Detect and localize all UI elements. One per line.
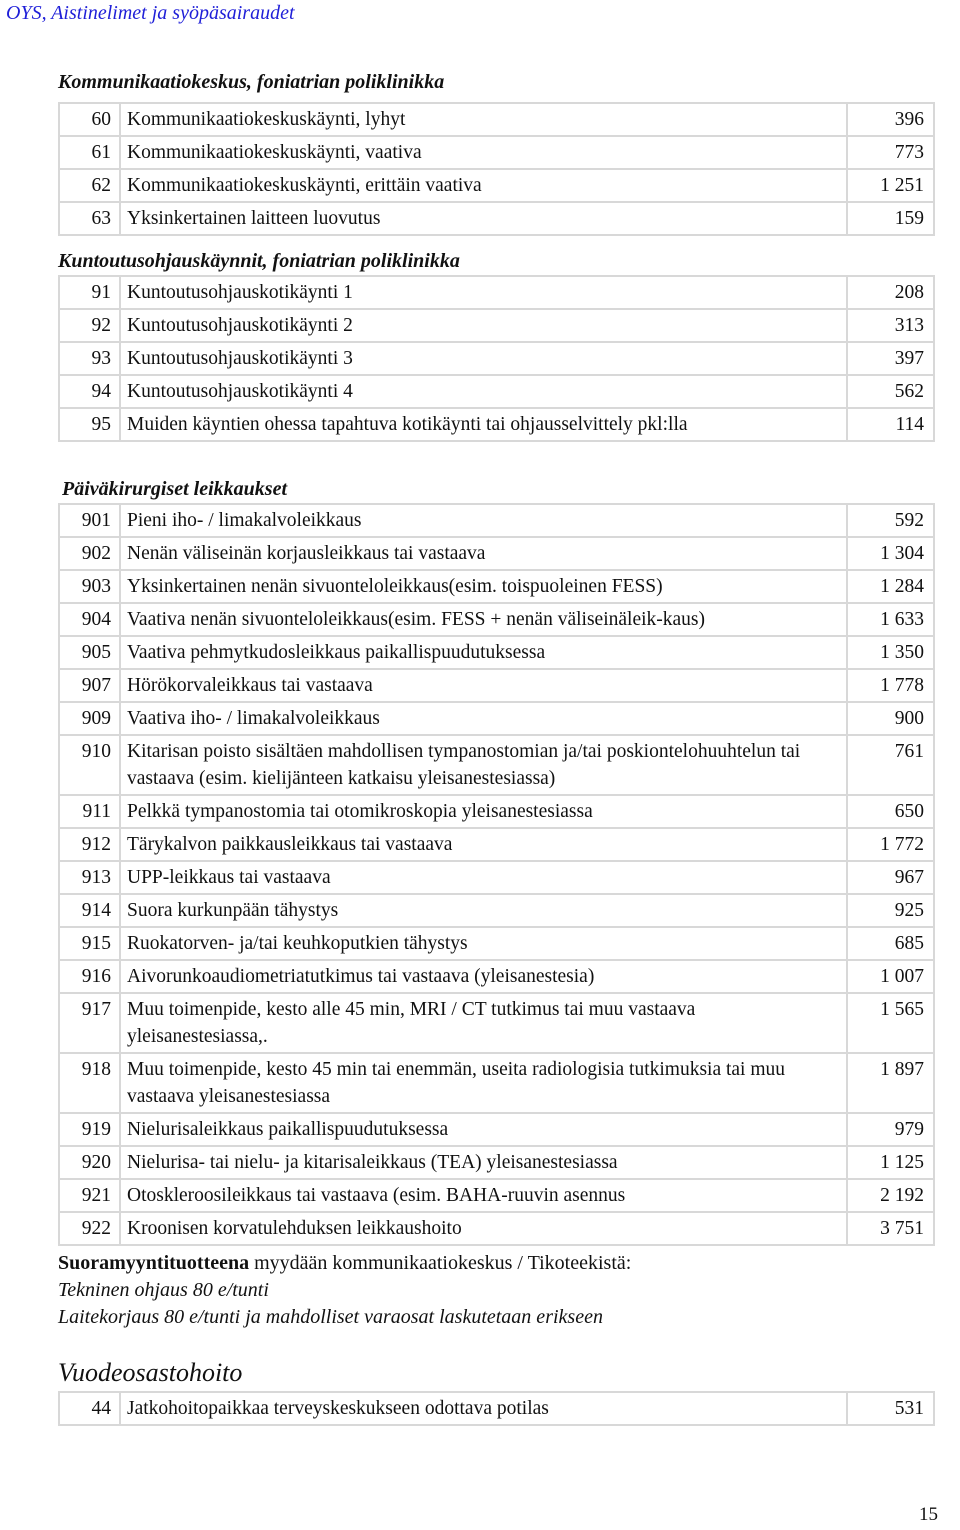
price-cell: 396 [847,103,934,136]
description-cell: Kitarisan poisto sisältäen mahdollisen tympanostomian ja/tai poskiontelohuuhtelun tai vastaava (esim. kielijänteen katkaisu yleisanestesiassa) [120,735,847,795]
price-cell: 1 778 [847,669,934,702]
description-cell: Suora kurkunpään tähystys [120,894,847,927]
price-cell: 1 304 [847,537,934,570]
description-cell: Aivorunkoaudiometriatutkimus tai vastaava (yleisanestesia) [120,960,847,993]
code-cell: 911 [59,795,120,828]
table-row [59,861,934,894]
description-cell: Kommunikaatiokeskuskäynti, erittäin vaativa [120,169,847,202]
price-cell: 1 633 [847,603,934,636]
price-cell: 773 [847,136,934,169]
table-row [59,927,934,960]
code-cell: 93 [59,342,120,375]
description-cell: Kuntoutusohjauskotikäynti 4 [120,375,847,408]
code-cell: 94 [59,375,120,408]
section-heading-communication-center: Kommunikaatiokeskus, foniatrian poliklinikka [58,71,445,93]
price-cell: 685 [847,927,934,960]
code-cell: 913 [59,861,120,894]
description-cell: Muu toimenpide, kesto 45 min tai enemmän, useita radiologisia tutkimuksia tai muu vastaava yleisanestesiassa [120,1053,847,1113]
direct-sales-bold-label: Suoramyyntituotteena [58,1252,250,1274]
price-cell: 562 [847,375,934,408]
description-cell: Pelkkä tympanostomia tai otomikroskopia yleisanestesiassa [120,795,847,828]
table-row [59,375,934,408]
description-cell: Yksinkertainen laitteen luovutus [120,202,847,235]
table-row [59,309,934,342]
code-cell: 914 [59,894,120,927]
section-heading-day-surgery: Päiväkirurgiset leikkaukset [62,478,287,500]
table-row [59,960,934,993]
code-cell: 919 [59,1113,120,1146]
table-row [59,136,934,169]
price-cell: 650 [847,795,934,828]
table-row [59,169,934,202]
table-row [59,702,934,735]
price-cell: 1 565 [847,993,934,1053]
price-cell: 967 [847,861,934,894]
table-row [59,1146,934,1179]
section-heading-rehabilitation: Kuntoutusohjauskäynnit, foniatrian poliklinikka [58,250,460,272]
table-row [59,1212,934,1245]
description-cell: Vaativa pehmytkudosleikkaus paikallispuudutuksessa [120,636,847,669]
description-cell: Nenän väliseinän korjausleikkaus tai vastaava [120,537,847,570]
table-row [59,1053,934,1113]
price-cell: 313 [847,309,934,342]
description-cell: Nielurisaleikkaus paikallispuudutuksessa [120,1113,847,1146]
code-cell: 922 [59,1212,120,1245]
description-cell: Kuntoutusohjauskotikäynti 1 [120,276,847,309]
description-cell: Ruokatorven- ja/tai keuhkoputkien tähystys [120,927,847,960]
description-cell: Muu toimenpide, kesto alle 45 min, MRI / CT tutkimus tai muu vastaava yleisanestesiassa,. [120,993,847,1053]
section-heading-ward: Vuodeosastohoito [58,1358,243,1387]
code-cell: 917 [59,993,120,1053]
table-row [59,342,934,375]
price-cell: 979 [847,1113,934,1146]
direct-sales-text: myydään kommunikaatiokeskus / Tikoteekistä: [249,1252,632,1274]
description-cell: Hörökorvaleikkaus tai vastaava [120,669,847,702]
code-cell: 902 [59,537,120,570]
description-cell: Jatkohoitopaikkaa terveyskeskukseen odottava potilas [120,1392,847,1425]
code-cell: 912 [59,828,120,861]
description-cell: Nielurisa- tai nielu- ja kitarisaleikkaus (TEA) yleisanestesiassa [120,1146,847,1179]
table-row [59,537,934,570]
price-cell: 159 [847,202,934,235]
page-number: 15 [919,1504,938,1525]
table-row [59,570,934,603]
price-cell: 1 251 [847,169,934,202]
code-cell: 44 [59,1392,120,1425]
price-cell: 592 [847,504,934,537]
table-row [59,636,934,669]
code-cell: 904 [59,603,120,636]
code-cell: 907 [59,669,120,702]
price-cell: 114 [847,408,934,441]
price-cell: 208 [847,276,934,309]
table-row [59,795,934,828]
price-cell: 397 [847,342,934,375]
description-cell: Muiden käyntien ohessa tapahtuva kotikäynti tai ohjausselvittely pkl:lla [120,408,847,441]
description-cell: Kommunikaatiokeskuskäynti, lyhyt [120,103,847,136]
price-cell: 1 897 [847,1053,934,1113]
code-cell: 901 [59,504,120,537]
table-row [59,408,934,441]
code-cell: 910 [59,735,120,795]
description-cell: Vaativa iho- / limakalvoleikkaus [120,702,847,735]
table-row [59,103,934,136]
price-cell: 531 [847,1392,934,1425]
code-cell: 916 [59,960,120,993]
code-cell: 62 [59,169,120,202]
price-cell: 925 [847,894,934,927]
code-cell: 920 [59,1146,120,1179]
price-cell: 2 192 [847,1179,934,1212]
price-cell: 3 751 [847,1212,934,1245]
price-cell: 1 772 [847,828,934,861]
table-row [59,276,934,309]
table-row [59,1179,934,1212]
code-cell: 915 [59,927,120,960]
description-cell: Vaativa nenän sivuonteloleikkaus(esim. FESS + nenän väliseinäleik-kaus) [120,603,847,636]
table-row [59,669,934,702]
code-cell: 60 [59,103,120,136]
price-cell: 1 284 [847,570,934,603]
code-cell: 905 [59,636,120,669]
price-cell: 1 350 [847,636,934,669]
code-cell: 921 [59,1179,120,1212]
code-cell: 61 [59,136,120,169]
table-row [59,894,934,927]
description-cell: Tärykalvon paikkausleikkaus tai vastaava [120,828,847,861]
direct-sales-line-device-repair: Laitekorjaus 80 e/tunti ja mahdolliset varaosat laskutetaan erikseen [58,1306,603,1328]
code-cell: 95 [59,408,120,441]
price-cell: 761 [847,735,934,795]
table-row [59,735,934,795]
table-row [59,603,934,636]
description-cell: Kommunikaatiokeskuskäynti, vaativa [120,136,847,169]
description-cell: Pieni iho- / limakalvoleikkaus [120,504,847,537]
price-table-communication-center [58,102,935,236]
price-cell: 1 007 [847,960,934,993]
code-cell: 918 [59,1053,120,1113]
description-cell: UPP-leikkaus tai vastaava [120,861,847,894]
price-table-rehabilitation [58,275,935,442]
page-header-title: OYS, Aistinelimet ja syöpäsairaudet [6,2,295,24]
price-cell: 1 125 [847,1146,934,1179]
description-cell: Kuntoutusohjauskotikäynti 2 [120,309,847,342]
price-table-day-surgery [58,503,935,1246]
price-table-ward [58,1391,935,1426]
table-row [59,1113,934,1146]
description-cell: Kroonisen korvatulehduksen leikkaushoito [120,1212,847,1245]
direct-sales-line-technical-guidance: Tekninen ohjaus 80 e/tunti [58,1279,269,1301]
code-cell: 91 [59,276,120,309]
description-cell: Otoskleroosileikkaus tai vastaava (esim. BAHA-ruuvin asennus [120,1179,847,1212]
direct-sales-note [58,1252,631,1275]
code-cell: 909 [59,702,120,735]
description-cell: Kuntoutusohjauskotikäynti 3 [120,342,847,375]
code-cell: 903 [59,570,120,603]
table-row [59,993,934,1053]
description-cell: Yksinkertainen nenän sivuonteloleikkaus(esim. toispuoleinen FESS) [120,570,847,603]
table-row [59,828,934,861]
table-row [59,504,934,537]
table-row [59,202,934,235]
price-cell: 900 [847,702,934,735]
code-cell: 63 [59,202,120,235]
table-row [59,1392,934,1425]
code-cell: 92 [59,309,120,342]
